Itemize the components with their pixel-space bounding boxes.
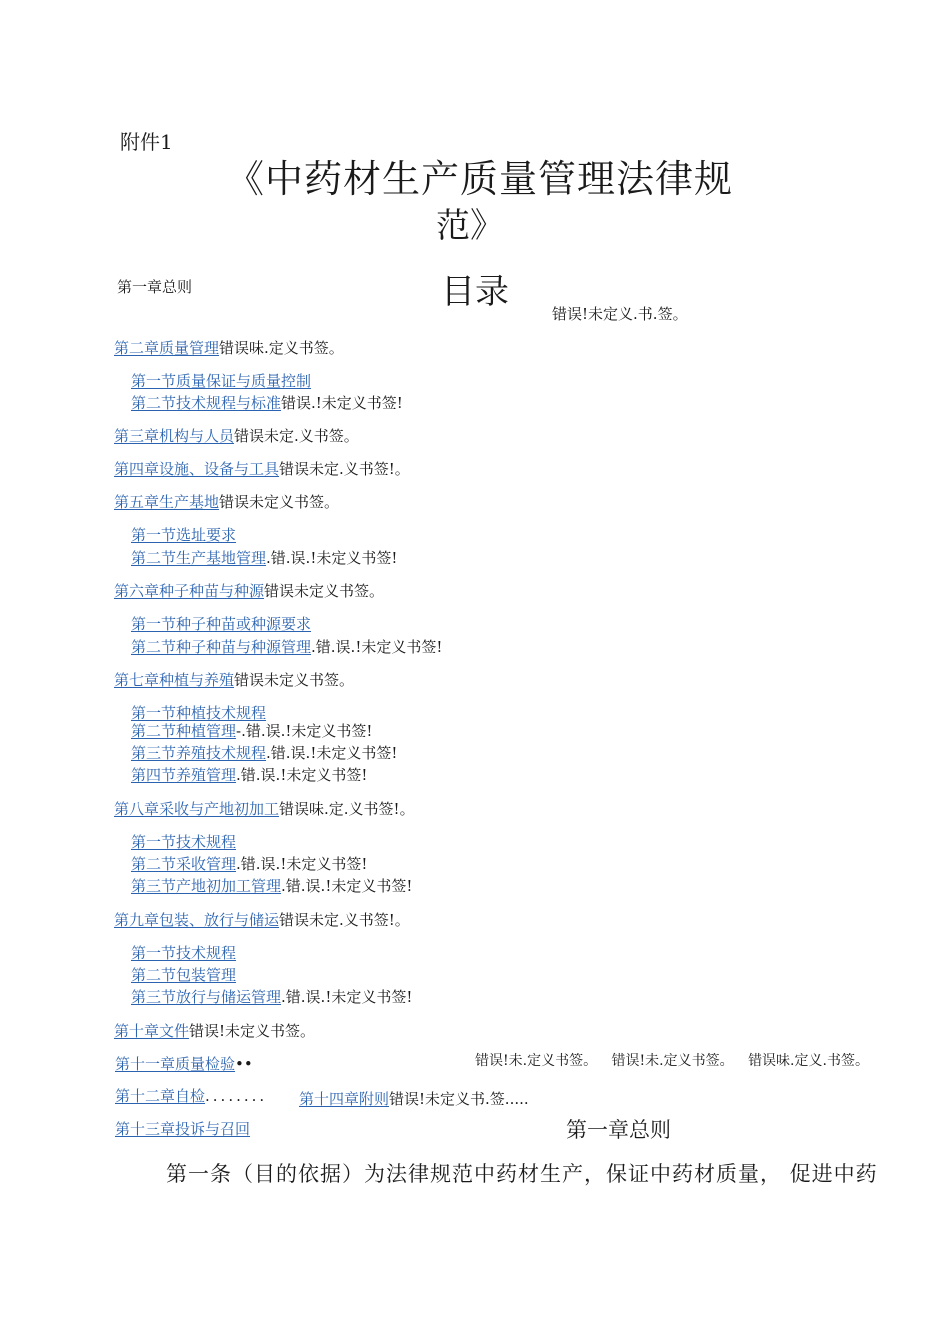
attachment-label: 附件1 [120,130,173,154]
toc-row-chapter-4 [114,459,410,479]
toc-error: 错误味.定义书签。 [219,339,344,357]
toc-link-chapter-8[interactable]: 第八章采收与产地初加工 [114,800,280,818]
toc-heading: 目录 [441,272,509,312]
toc-error: .错.误.!未定义书签! [266,549,398,567]
toc-link-ch7-section-4[interactable]: 第四节养殖管理 [131,766,237,784]
toc-link-chapter-11[interactable]: 第十一章质量检验 [115,1055,236,1073]
toc-link-ch6-section-2[interactable]: 第二节种子种苗与种源管理 [131,638,312,656]
toc-error: .错.误.!未定义书签! [311,638,443,656]
toc-error: .错.误.!未定义书签! [236,766,368,784]
toc-link-ch9-section-3[interactable]: 第三节放行与储运管理 [131,988,282,1006]
toc-link-chapter-9[interactable]: 第九章包装、放行与储运 [114,911,280,929]
toc-leader: •• [235,1055,253,1073]
toc-row-chapter-9 [114,910,410,930]
toc-link-chapter-6[interactable]: 第六章种子种苗与种源 [114,582,265,600]
toc-row-chapter-7 [114,670,354,690]
toc-row-chapter-2 [114,338,344,358]
toc-row-ch8-section-2 [131,854,367,874]
toc-row-chapter-13 [115,1119,250,1139]
toc-link-chapter-13[interactable]: 第十三章投诉与召回 [115,1120,251,1138]
toc-link-ch7-section-2[interactable]: 第二节种植管理 [131,722,237,740]
toc-link-ch8-section-2[interactable]: 第二节采收管理 [131,855,237,873]
toc-error: .错.误.!未定义书签! [281,988,413,1006]
toc-row-ch7-section-2 [131,721,372,741]
toc-link-ch8-section-3[interactable]: 第三节产地初加工管理 [131,877,282,895]
toc-error: -.错.误.!未定义书签! [236,722,373,740]
toc-error: 错误!未定义书签。 [189,1022,316,1040]
toc-error: 错误未定.义书签!。 [279,911,410,929]
toc-error: 错误!未.定义书签。 [475,1053,598,1069]
toc-link-chapter-3[interactable]: 第三章机构与人员 [114,427,235,445]
toc-row-ch7-section-1 [131,703,266,723]
toc-link-chapter-2[interactable]: 第二章质量管理 [114,339,220,357]
toc-link-ch5-section-1[interactable]: 第一节选址要求 [131,526,237,544]
toc-link-ch6-section-1[interactable]: 第一节种子种苗或种源要求 [131,615,312,633]
toc-error: 错误未定义书签。 [264,582,385,600]
toc-error: 错误未定.义书签!。 [279,460,410,478]
toc-row-ch5-section-1 [131,525,236,545]
toc-error: 错误.!未定义书签! [281,394,403,412]
toc-error: 错误!未定义书.签..... [389,1090,529,1108]
toc-row-ch7-section-3 [131,743,397,763]
toc-row-chapter-3 [114,426,359,446]
toc-row-chapter-14 [299,1089,529,1109]
document-title-line2: 范》 [436,206,504,246]
toc-error-chapter-1: 错误!未定义.书.签。 [552,305,688,323]
toc-chapter-1: 第一章总则 [117,278,193,296]
toc-link-chapter-14[interactable]: 第十四章附则 [299,1090,390,1108]
toc-error: 错误未定义书签。 [219,493,340,511]
toc-link-chapter-10[interactable]: 第十章文件 [114,1022,190,1040]
toc-link-chapter-5[interactable]: 第五章生产基地 [114,493,220,511]
toc-link-ch7-section-3[interactable]: 第三节养殖技术规程 [131,744,267,762]
toc-row-ch5-section-2 [131,548,397,568]
toc-error: 错误!未.定义书签。 [611,1053,734,1069]
toc-error: 错误味.定义.书签。 [748,1053,869,1069]
toc-leader: ........ [205,1087,268,1105]
toc-link-chapter-4[interactable]: 第四章设施、设备与工具 [114,460,280,478]
toc-row-chapter-10 [114,1021,315,1041]
toc-error: .错.误.!未定义书签! [281,877,413,895]
toc-row-chapter-11 [115,1054,253,1074]
toc-row-ch2-section-2 [131,393,403,413]
toc-row-ch9-section-2 [131,965,236,985]
toc-row-chapter-8 [114,799,415,819]
toc-row-ch7-section-4 [131,765,367,785]
toc-link-ch9-section-1[interactable]: 第一节技术规程 [131,944,237,962]
toc-row-chapter-5 [114,492,339,512]
article-1-text: 第一条（目的依据）为法律规范中药材生产，保证中药材质量， 促进中药 [166,1162,878,1186]
toc-error: .错.误.!未定义书签! [266,744,398,762]
toc-row-ch6-section-2 [131,637,442,657]
document-title-line1: 《中药材生产质量管理法律规 [226,157,734,201]
toc-row-ch9-section-3 [131,987,412,1007]
toc-link-ch2-section-1[interactable]: 第一节质量保证与质量控制 [131,372,312,390]
toc-error: 错误未定.义书签。 [234,427,359,445]
toc-error: 错误未定义书签。 [234,671,355,689]
toc-link-chapter-7[interactable]: 第七章种植与养殖 [114,671,235,689]
toc-row-chapter-6 [114,581,384,601]
toc-row-ch8-section-1 [131,832,236,852]
toc-link-ch7-section-1[interactable]: 第一节种植技术规程 [131,704,267,722]
toc-row-ch6-section-1 [131,614,311,634]
toc-link-ch8-section-1[interactable]: 第一节技术规程 [131,833,237,851]
toc-row-ch2-section-1 [131,371,311,391]
toc-row-ch8-section-3 [131,876,412,896]
toc-row-ch9-section-1 [131,943,236,963]
toc-error: .错.误.!未定义书签! [236,855,368,873]
toc-error: 错误味.定.义书签!。 [279,800,415,818]
toc-link-chapter-12[interactable]: 第十二章自检 [115,1087,206,1105]
toc-row-chapter-12 [115,1086,267,1106]
toc-link-ch5-section-2[interactable]: 第二节生产基地管理 [131,549,267,567]
toc-errors-chapter-11 [475,1051,869,1071]
toc-link-ch2-section-2[interactable]: 第二节技术规程与标准 [131,394,282,412]
chapter-1-heading: 第一章总则 [566,1118,671,1142]
toc-link-ch9-section-2[interactable]: 第二节包装管理 [131,966,237,984]
